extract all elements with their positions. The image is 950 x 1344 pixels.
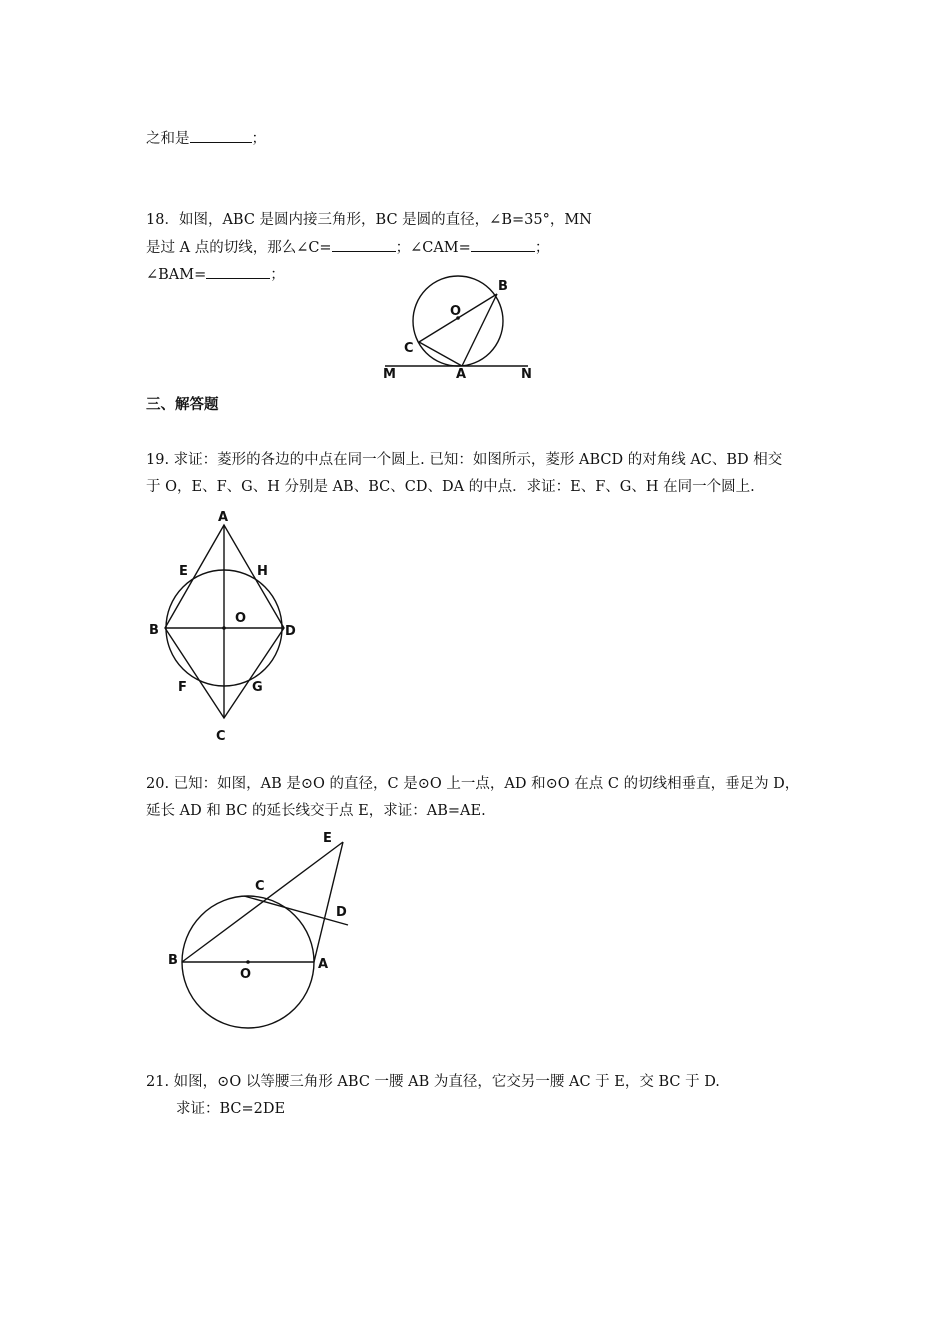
q21-line-1: 21. 如图，⊙O 以等腰三角形 ABC 一腰 AB 为直径，它交另一腰 AC 于 E，交 BC 于 D.: [146, 1074, 720, 1090]
q20-label-d: D: [336, 905, 347, 920]
q18-line-3a: ∠BAM=: [146, 267, 207, 283]
q18-line-3b: ；: [270, 267, 285, 283]
q18-circle: [413, 276, 503, 366]
q20-label-o: O: [240, 967, 252, 982]
q21-line-2: 求证：BC=2DE: [176, 1101, 286, 1117]
q20-label-a: A: [318, 957, 329, 972]
q19-label-c: C: [216, 729, 226, 744]
q19-label-o: O: [235, 611, 247, 626]
q20-line-1: 20. 已知：如图，AB 是⊙O 的直径，C 是⊙O 上一点，AD 和⊙O 在点 C 的切线相垂直，垂足为 D，: [146, 776, 800, 792]
q18-blank-cam[interactable]: [471, 237, 535, 252]
q20-tangent-cd: [244, 896, 348, 925]
q18-label-a: A: [456, 367, 467, 382]
q19-label-a: A: [218, 510, 229, 525]
q18-line-1: 18．如图，ABC 是圆内接三角形，BC 是圆的直径，∠B=35°，MN: [146, 212, 592, 228]
q19-figure: [145, 505, 310, 745]
q20-line-2: 延长 AD 和 BC 的延长线交于点 E，求证：AB=AE.: [146, 803, 486, 819]
q18-line-2b: ；∠CAM=: [395, 240, 471, 256]
q18-line-3: [146, 264, 285, 285]
q18-blank-bam[interactable]: [206, 264, 270, 279]
q20-label-c: C: [255, 879, 265, 894]
q20-figure: [160, 828, 365, 1033]
q18-blank-c[interactable]: [332, 237, 396, 252]
q18-figure: [380, 270, 540, 385]
q20-label-e: E: [323, 831, 332, 846]
q20-label-b: B: [168, 953, 178, 968]
q19-label-f: F: [178, 680, 187, 695]
q19-center-dot: [222, 626, 226, 630]
q18-line-2c: ；: [534, 240, 550, 256]
q17-tail-line: [146, 128, 266, 149]
q18-line-2a: 是过 A 点的切线，那么∠C=: [146, 240, 332, 256]
q18-label-b: B: [498, 279, 508, 294]
q19-line-1: 19. 求证：菱形的各边的中点在同一个圆上. 已知：如图所示，菱形 ABCD 的对角线 AC、BD 相交: [146, 452, 783, 468]
q17-tail-text: 之和是: [146, 131, 190, 147]
q17-end: ；: [251, 131, 266, 147]
q19-label-d: D: [285, 624, 296, 639]
section-title: 三、解答题: [146, 396, 219, 413]
q17-answer-blank[interactable]: [190, 128, 252, 143]
q20-center-dot: [246, 960, 250, 964]
q18-label-n: N: [521, 367, 532, 382]
q18-label-c: C: [404, 341, 414, 356]
q19-label-g: G: [252, 680, 263, 695]
q19-line-2: 于 O，E、F、G、H 分别是 AB、BC、CD、DA 的中点．求证：E、F、G、H 在同一个圆上.: [146, 479, 755, 495]
q19-label-e: E: [179, 564, 188, 579]
q19-label-b: B: [149, 623, 159, 638]
q18-label-m: M: [383, 367, 396, 382]
q18-label-o: O: [450, 304, 462, 319]
q19-label-h: H: [257, 564, 268, 579]
q18-line-2: [146, 237, 549, 258]
